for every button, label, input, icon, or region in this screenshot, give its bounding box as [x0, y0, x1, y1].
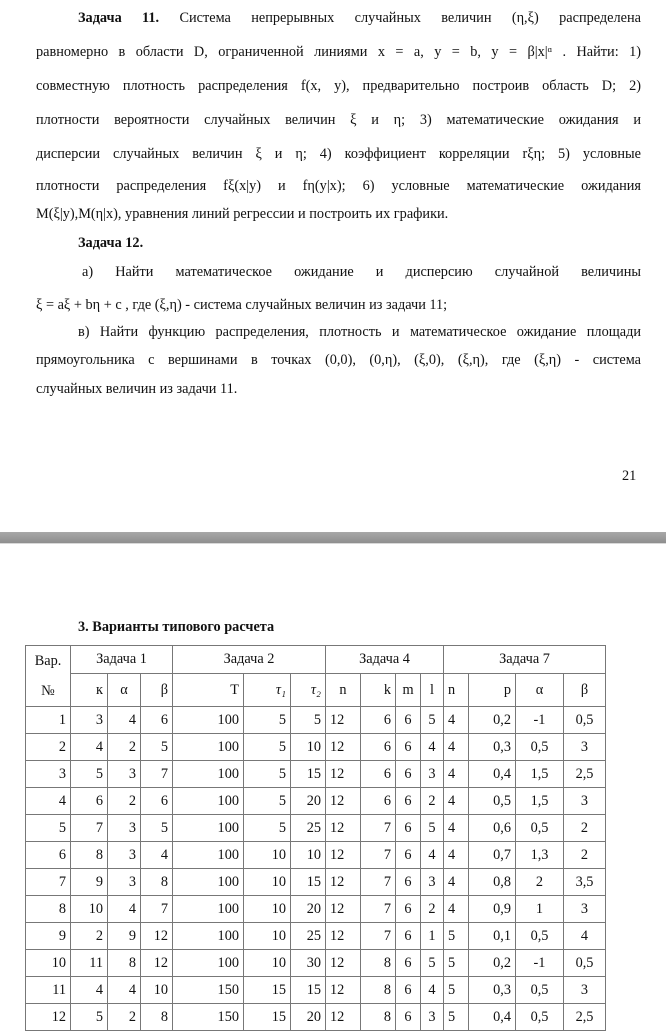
- table-cell: 5: [141, 734, 173, 761]
- table-cell: 0,5: [516, 1004, 564, 1031]
- table-cell: 5: [141, 815, 173, 842]
- table-cell: 0,2: [469, 707, 516, 734]
- table-row: [26, 977, 606, 1004]
- table-cell: 10: [244, 869, 291, 896]
- column-header: l: [421, 674, 444, 707]
- table-cell: 100: [173, 950, 244, 977]
- table-cell: 4: [141, 842, 173, 869]
- group-header: Задача 7: [444, 646, 606, 674]
- variant-number-cell: 7: [26, 869, 71, 896]
- table-cell: 3: [564, 734, 606, 761]
- table-cell: 6: [396, 1004, 421, 1031]
- table-cell: 4: [108, 977, 141, 1004]
- table-cell: 0,1: [469, 923, 516, 950]
- table-cell: 8: [361, 977, 396, 1004]
- table-cell: 6: [361, 707, 396, 734]
- column-header: β: [564, 674, 606, 707]
- table-cell: 6: [361, 734, 396, 761]
- table-cell: 3: [421, 1004, 444, 1031]
- table-cell: 100: [173, 707, 244, 734]
- table-cell: 5: [421, 950, 444, 977]
- table-cell: 0,5: [564, 950, 606, 977]
- table-cell: 12: [326, 761, 361, 788]
- task11-line-1: Задача 11. Система непрерывных случайных величин (η,ξ) распределена: [78, 10, 641, 26]
- table-cell: 4: [71, 977, 108, 1004]
- table-cell: 8: [361, 950, 396, 977]
- table-cell: 2: [108, 734, 141, 761]
- table-cell: 10: [244, 842, 291, 869]
- table-cell: 3: [71, 707, 108, 734]
- task11-line-3: совместную плотность распределения f(x, y), предварительно построив область D; 2): [36, 78, 641, 94]
- group-header: Задача 1: [71, 646, 173, 674]
- task11-line-4: плотности вероятности случайных величин ξ и η; 3) математические ожидания и: [36, 112, 641, 128]
- table-cell: 1,5: [516, 788, 564, 815]
- table-cell: 2,5: [564, 761, 606, 788]
- table-cell: 1: [421, 923, 444, 950]
- table-cell: 3: [564, 896, 606, 923]
- table-cell: 4: [421, 734, 444, 761]
- task12-line-4: прямоугольника с вершинами в точках (0,0), (0,η), (ξ,0), (ξ,η), где (ξ,η) - система: [36, 352, 641, 368]
- table-cell: 3: [108, 869, 141, 896]
- table-cell: 8: [361, 1004, 396, 1031]
- table-row: [26, 734, 606, 761]
- table-cell: 3: [564, 977, 606, 1004]
- column-header: к: [71, 674, 108, 707]
- table-cell: 0,3: [469, 977, 516, 1004]
- table-cell: 100: [173, 815, 244, 842]
- table-cell: 12: [326, 788, 361, 815]
- table-cell: 3: [421, 761, 444, 788]
- table-cell: 0,5: [516, 815, 564, 842]
- table-cell: 5: [444, 977, 469, 1004]
- table-cell: 6: [396, 977, 421, 1004]
- table-cell: 10: [141, 977, 173, 1004]
- table-cell: 30: [291, 950, 326, 977]
- table-cell: 4: [421, 977, 444, 1004]
- variant-number-cell: 3: [26, 761, 71, 788]
- table-cell: 5: [444, 950, 469, 977]
- table-cell: 6: [396, 950, 421, 977]
- column-header: τ₂: [291, 674, 326, 707]
- table-cell: 5: [244, 788, 291, 815]
- table-cell: 10: [244, 950, 291, 977]
- table-cell: 100: [173, 761, 244, 788]
- table-cell: 4: [444, 788, 469, 815]
- table-cell: 100: [173, 788, 244, 815]
- table-row: [26, 707, 606, 734]
- table-cell: 7: [361, 923, 396, 950]
- table-cell: 4: [444, 707, 469, 734]
- table-cell: 6: [396, 923, 421, 950]
- table-cell: 4: [421, 842, 444, 869]
- table-cell: 5: [444, 1004, 469, 1031]
- table-row: [26, 788, 606, 815]
- table-cell: 3: [421, 869, 444, 896]
- table-cell: 15: [291, 761, 326, 788]
- table-cell: 100: [173, 896, 244, 923]
- table-cell: 20: [291, 788, 326, 815]
- table-cell: 7: [361, 815, 396, 842]
- variant-number-cell: 11: [26, 977, 71, 1004]
- table-cell: 8: [108, 950, 141, 977]
- table-cell: 9: [108, 923, 141, 950]
- table-cell: 7: [361, 842, 396, 869]
- group-header: Задача 2: [173, 646, 326, 674]
- table-row: [26, 869, 606, 896]
- table-cell: -1: [516, 707, 564, 734]
- table-cell: 12: [326, 896, 361, 923]
- table-cell: 0,6: [469, 815, 516, 842]
- table-cell: 2: [564, 815, 606, 842]
- variant-header: Вар. №: [26, 646, 71, 707]
- variant-number-cell: 10: [26, 950, 71, 977]
- page-separator: [0, 532, 666, 544]
- column-header: α: [108, 674, 141, 707]
- table-cell: 5: [244, 815, 291, 842]
- table-cell: 25: [291, 923, 326, 950]
- table-cell: 7: [361, 869, 396, 896]
- table-cell: 8: [141, 1004, 173, 1031]
- table-cell: 12: [326, 1004, 361, 1031]
- table-cell: 2: [71, 923, 108, 950]
- table-cell: 4: [444, 842, 469, 869]
- table-cell: 5: [244, 761, 291, 788]
- table-cell: 6: [396, 815, 421, 842]
- table-cell: 5: [71, 1004, 108, 1031]
- table-cell: 100: [173, 842, 244, 869]
- table-cell: 11: [71, 950, 108, 977]
- task11-line-7: M(ξ|y),M(η|x), уравнения линий регрессии и построить их графики.: [36, 206, 449, 222]
- table-cell: 5: [421, 707, 444, 734]
- variant-number-cell: 2: [26, 734, 71, 761]
- task11-title: Задача 11.: [78, 10, 160, 26]
- table-cell: 6: [361, 761, 396, 788]
- variant-number-cell: 12: [26, 1004, 71, 1031]
- table-cell: 5: [291, 707, 326, 734]
- table-cell: 2: [108, 788, 141, 815]
- table-cell: 100: [173, 734, 244, 761]
- task12-title: Задача 12.: [78, 235, 144, 251]
- column-header: p: [469, 674, 516, 707]
- table-cell: -1: [516, 950, 564, 977]
- task11-line-2: равномерно в области D, ограниченной линиями x = a, y = b, y = β|x|ᵅ . Найти: 1): [36, 44, 641, 60]
- variant-number-cell: 8: [26, 896, 71, 923]
- table-cell: 15: [244, 977, 291, 1004]
- table-cell: 12: [141, 923, 173, 950]
- table-row: [26, 815, 606, 842]
- table-cell: 4: [71, 734, 108, 761]
- table-cell: 10: [244, 896, 291, 923]
- table-cell: 8: [141, 869, 173, 896]
- column-header: n: [326, 674, 361, 707]
- variant-number-cell: 1: [26, 707, 71, 734]
- table-cell: 15: [244, 1004, 291, 1031]
- table-cell: 150: [173, 1004, 244, 1031]
- column-header: k: [361, 674, 396, 707]
- table-column-header: [26, 674, 606, 707]
- table-cell: 0,5: [516, 734, 564, 761]
- table-cell: 4: [108, 896, 141, 923]
- table-cell: 4: [444, 815, 469, 842]
- table-cell: 0,5: [516, 977, 564, 1004]
- table-cell: 4: [444, 896, 469, 923]
- table-cell: 2,5: [564, 1004, 606, 1031]
- table-row: [26, 842, 606, 869]
- table-cell: 10: [71, 896, 108, 923]
- table-cell: 0,5: [564, 707, 606, 734]
- task12-line-5: случайных величин из задачи 11.: [36, 381, 238, 397]
- table-cell: 5: [421, 815, 444, 842]
- table-cell: 12: [141, 950, 173, 977]
- table-cell: 3,5: [564, 869, 606, 896]
- section-title: 3. Варианты типового расчета: [78, 619, 275, 635]
- table-cell: 12: [326, 815, 361, 842]
- table-cell: 7: [71, 815, 108, 842]
- task12-line-3: в) Найти функцию распределения, плотность и математическое ожидание площади: [78, 324, 641, 340]
- table-cell: 6: [396, 788, 421, 815]
- table-cell: 6: [396, 896, 421, 923]
- table-cell: 1,5: [516, 761, 564, 788]
- table-cell: 10: [291, 842, 326, 869]
- task12-line-1: а) Найти математическое ожидание и дисперсию случайной величины: [82, 264, 641, 280]
- table-cell: 4: [564, 923, 606, 950]
- table-cell: 4: [108, 707, 141, 734]
- task11-line-5: дисперсии случайных величин ξ и η; 4) коэффициент корреляции rξη; 5) условные: [36, 146, 641, 162]
- table-cell: 12: [326, 869, 361, 896]
- table-cell: 4: [444, 761, 469, 788]
- table-cell: 0,5: [516, 923, 564, 950]
- column-header: m: [396, 674, 421, 707]
- table-cell: 12: [326, 842, 361, 869]
- table-cell: 100: [173, 869, 244, 896]
- table-cell: 0,9: [469, 896, 516, 923]
- table-cell: 2: [421, 788, 444, 815]
- table-cell: 150: [173, 977, 244, 1004]
- table-row: [26, 923, 606, 950]
- table-cell: 6: [71, 788, 108, 815]
- table-cell: 15: [291, 977, 326, 1004]
- table-cell: 7: [141, 896, 173, 923]
- table-cell: 12: [326, 977, 361, 1004]
- table-cell: 3: [108, 842, 141, 869]
- variant-number-cell: 5: [26, 815, 71, 842]
- table-cell: 2: [421, 896, 444, 923]
- table-cell: 6: [396, 707, 421, 734]
- table-cell: 0,3: [469, 734, 516, 761]
- table-cell: 6: [141, 707, 173, 734]
- table-cell: 8: [71, 842, 108, 869]
- table-cell: 7: [141, 761, 173, 788]
- column-header: β: [141, 674, 173, 707]
- table-cell: 5: [244, 707, 291, 734]
- table-cell: 4: [444, 869, 469, 896]
- table-cell: 1: [516, 896, 564, 923]
- table-cell: 100: [173, 923, 244, 950]
- column-header: T: [173, 674, 244, 707]
- table-cell: 6: [141, 788, 173, 815]
- table-cell: 4: [444, 734, 469, 761]
- table-cell: 7: [361, 896, 396, 923]
- table-row: [26, 1004, 606, 1031]
- column-header: α: [516, 674, 564, 707]
- table-cell: 0,2: [469, 950, 516, 977]
- table-cell: 0,4: [469, 761, 516, 788]
- table-cell: 0,5: [469, 788, 516, 815]
- page-number: 21: [622, 468, 637, 484]
- table-cell: 12: [326, 734, 361, 761]
- table-cell: 6: [361, 788, 396, 815]
- variant-number-cell: 6: [26, 842, 71, 869]
- table-cell: 0,4: [469, 1004, 516, 1031]
- column-header: τ₁: [244, 674, 291, 707]
- table-cell: 12: [326, 950, 361, 977]
- task12-line-2: ξ = aξ + bη + c , где (ξ,η) - система случайных величин из задачи 11;: [36, 297, 448, 313]
- table-cell: 9: [71, 869, 108, 896]
- table-cell: 5: [71, 761, 108, 788]
- table-row: [26, 761, 606, 788]
- table-cell: 6: [396, 734, 421, 761]
- table-row: [26, 896, 606, 923]
- table-cell: 20: [291, 1004, 326, 1031]
- table-cell: 2: [108, 1004, 141, 1031]
- table-row: [26, 950, 606, 977]
- table-cell: 0,7: [469, 842, 516, 869]
- table-cell: 10: [291, 734, 326, 761]
- variant-number-cell: 9: [26, 923, 71, 950]
- variant-number-cell: 4: [26, 788, 71, 815]
- table-cell: 20: [291, 896, 326, 923]
- table-cell: 3: [108, 761, 141, 788]
- group-header: Задача 4: [326, 646, 444, 674]
- table-cell: 12: [326, 707, 361, 734]
- table-cell: 5: [244, 734, 291, 761]
- table-cell: 6: [396, 761, 421, 788]
- table-cell: 12: [326, 923, 361, 950]
- table-cell: 5: [444, 923, 469, 950]
- table-cell: 2: [564, 842, 606, 869]
- task11-line-6: плотности распределения fξ(x|y) и fη(y|x); 6) условные математические ожидания: [36, 178, 641, 194]
- table-cell: 15: [291, 869, 326, 896]
- table-cell: 25: [291, 815, 326, 842]
- table-group-header: [26, 646, 606, 674]
- table-cell: 1,3: [516, 842, 564, 869]
- column-header: n: [444, 674, 469, 707]
- variants-table: [25, 645, 606, 1031]
- table-cell: 3: [564, 788, 606, 815]
- table-cell: 6: [396, 869, 421, 896]
- table-cell: 10: [244, 923, 291, 950]
- table-cell: 0,8: [469, 869, 516, 896]
- table-cell: 2: [516, 869, 564, 896]
- table-cell: 3: [108, 815, 141, 842]
- table-cell: 6: [396, 842, 421, 869]
